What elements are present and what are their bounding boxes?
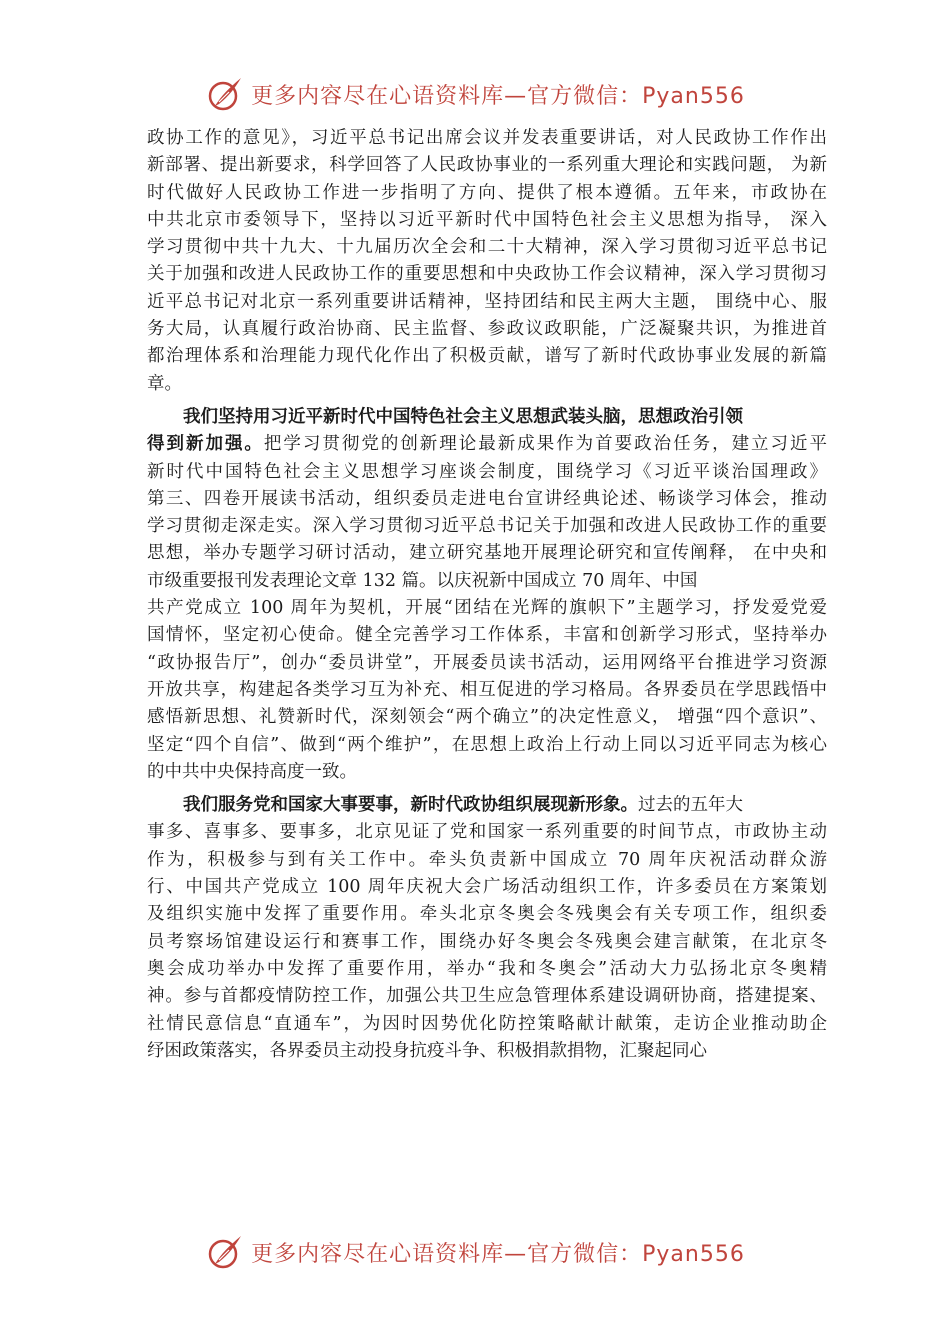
text-line: “政协报告厅”，创办“委员讲堂”，开展委员读书活动，运用网络平台推进学习资源 bbox=[147, 652, 827, 673]
text-line: 感悟新思想、礼赞新时代，深刻领会“两个确立”的决定性意义， 增强“四个意识”、 bbox=[147, 707, 827, 728]
text-line: 关于加强和改进人民政协工作的重要思想和中央政协工作会议精神，深入学习贯彻习 bbox=[147, 264, 827, 285]
text-line: 政协工作的意见》，习近平总书记出席会议并发表重要讲话，对人民政协工作作出 bbox=[147, 128, 827, 148]
text-line: 时代做好人民政协工作进一步指明了方向、提供了根本遵循。五年来，市政协在 bbox=[147, 182, 827, 203]
text-line: 章。 bbox=[147, 373, 182, 394]
document-body bbox=[147, 125, 827, 1065]
text-line: 第三、四卷开展读书活动，组织委员走进电台宣讲经典论述、畅谈学习体会，推动 bbox=[147, 488, 827, 509]
text-line: 及组织实施中发挥了重要作用。牵头北京冬奥会冬残奥会有关专项工作，组织委 bbox=[147, 904, 827, 925]
text-line: 开放共享，构建起各类学习互为补充、相互促进的学习格局。各界委员在学思践悟中 bbox=[147, 679, 827, 700]
quill-logo-icon bbox=[205, 74, 245, 114]
text-line: 中共北京市委领导下，坚持以习近平新时代中国特色社会主义思想为指导， 深入 bbox=[147, 209, 827, 230]
paragraph-intro bbox=[147, 125, 827, 398]
text-line: 员考察场馆建设运行和赛事工作，围绕办好冬奥会冬残奥会建言献策，在北京冬 bbox=[147, 931, 827, 952]
text-line bbox=[147, 431, 827, 458]
text-line: 近平总书记对北京一系列重要讲话精神，坚持团结和民主两大主题， 围绕中心、服 bbox=[147, 291, 827, 312]
footer-watermark bbox=[0, 1230, 950, 1274]
paragraph-theory bbox=[147, 404, 827, 786]
text-line: 学习贯彻走深走实。深入学习贯彻习近平总书记关于加强和改进人民政协工作的重要 bbox=[147, 516, 827, 537]
header-watermark bbox=[0, 72, 950, 116]
text-run: 把学习贯彻党的创新理论最新成果作为首要政治任务，建立习近平 bbox=[263, 434, 828, 455]
text-line: 纾困政策落实，各界委员主动投身抗疫斗争、积极捐款捐物，汇聚起同心 bbox=[147, 1040, 707, 1061]
paragraph-service bbox=[147, 792, 827, 1065]
paragraph-heading: 我们服务党和国家大事要事，新时代政协组织展现新形象。 bbox=[183, 795, 638, 816]
text-line bbox=[147, 792, 827, 819]
paragraph-heading-line bbox=[147, 404, 827, 431]
text-line: 的中共中央保持高度一致。 bbox=[147, 761, 357, 782]
text-line: 新时代中国特色社会主义思想学习座谈会制度，围绕学习《习近平谈治国理政》 bbox=[147, 461, 827, 482]
text-line: 都治理体系和治理能力现代化作出了积极贡献，谱写了新时代政协事业发展的新篇 bbox=[147, 346, 827, 367]
text-line: 神。参与首都疫情防控工作，加强公共卫生应急管理体系建设调研协商，搭建提案、 bbox=[147, 986, 827, 1007]
text-line: 思想，举办专题学习研讨活动，建立研究基地开展理论研究和宣传阐释， 在中央和 bbox=[147, 543, 827, 564]
text-line: 国情怀，坚定初心使命。健全完善学习工作体系，丰富和创新学习形式，坚持举办 bbox=[147, 625, 827, 646]
watermark-text: 更多内容尽在心语资料库—官方微信：Pyan556 bbox=[251, 83, 745, 109]
text-line: 新部署、提出新要求，科学回答了人民政协事业的一系列重大理论和实践问题， 为新 bbox=[147, 155, 827, 176]
paragraph-heading: 我们坚持用习近平新时代中国特色社会主义思想武装头脑，思想政治引领 bbox=[183, 406, 743, 427]
quill-logo-icon bbox=[205, 1232, 245, 1272]
watermark-text: 更多内容尽在心语资料库—官方微信：Pyan556 bbox=[251, 1241, 745, 1267]
text-line: 社情民意信息“直通车”，为因时因势优化防控策略献计献策，走访企业推动助企 bbox=[147, 1013, 827, 1034]
text-line: 坚定“四个自信”、做到“两个维护”，在思想上政治上行动上同以习近平同志为核心 bbox=[147, 734, 827, 755]
text-line: 市级重要报刊发表理论文章 132 篇。以庆祝新中国成立 70 周年、中国 bbox=[147, 570, 698, 591]
text-line: 事多、喜事多、要事多，北京见证了党和国家一系列重要的时间节点，市政协主动 bbox=[147, 822, 827, 843]
text-line: 务大局，认真履行政治协商、民主监督、参政议政职能，广泛凝聚共识，为推进首 bbox=[147, 319, 827, 340]
text-line: 作为，积极参与到有关工作中。牵头负责新中国成立 70 周年庆祝活动群众游 bbox=[147, 849, 827, 870]
text-line: 奥会成功举办中发挥了重要作用，举办“我和冬奥会”活动大力弘扬北京冬奥精 bbox=[147, 958, 827, 979]
text-line: 共产党成立 100 周年为契机，开展“团结在光辉的旗帜下”主题学习，抒发爱党爱 bbox=[147, 598, 827, 619]
paragraph-heading-tail: 得到新加强。 bbox=[147, 434, 264, 455]
text-line: 行、中国共产党成立 100 周年庆祝大会广场活动组织工作，许多委员在方案策划 bbox=[147, 877, 827, 898]
text-line: 学习贯彻中共十九大、十九届历次全会和二十大精神，深入学习贯彻习近平总书记 bbox=[147, 237, 827, 258]
text-run: 过去的五年大 bbox=[638, 795, 743, 816]
